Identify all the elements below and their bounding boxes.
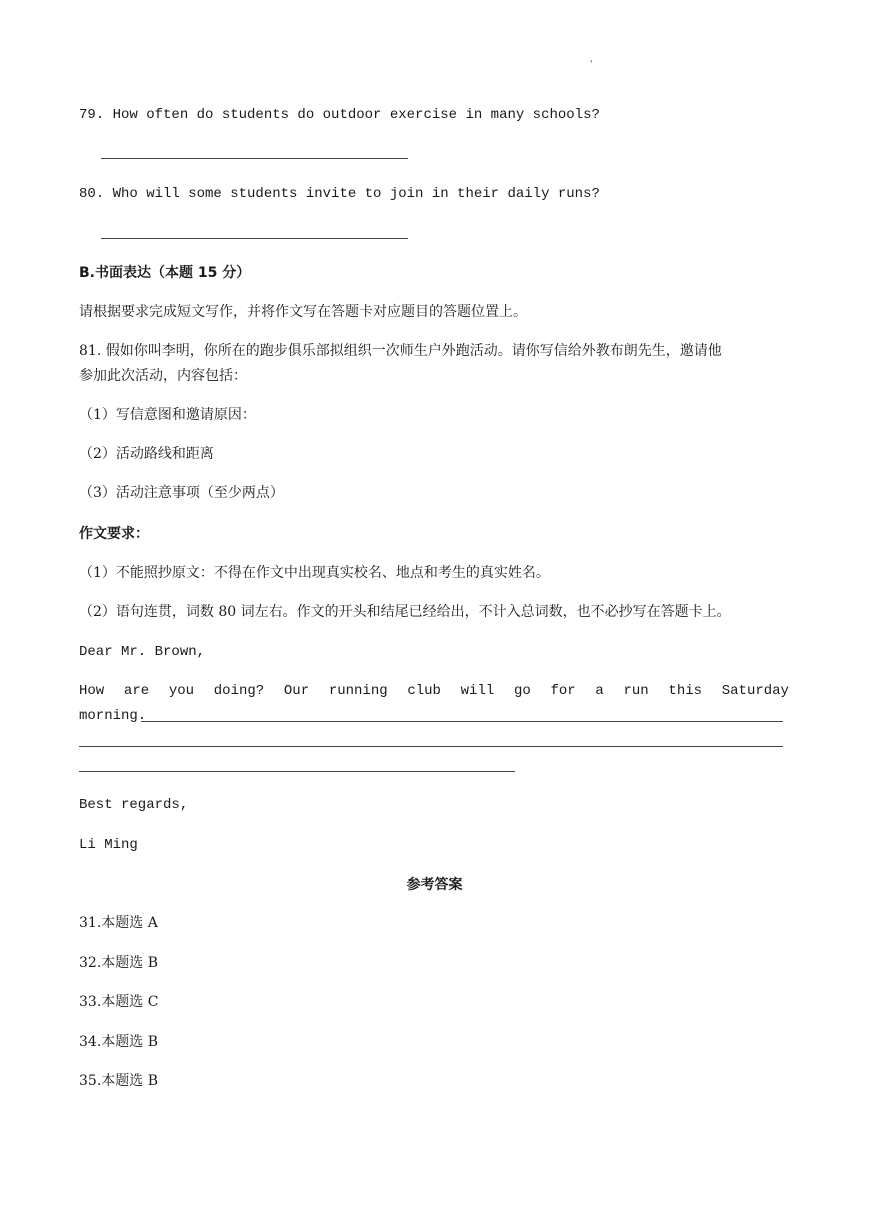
opening-word: you — [168, 683, 195, 699]
opening-word: this — [668, 683, 703, 699]
opening-word: will — [460, 683, 495, 699]
opening-word: go — [513, 683, 531, 699]
letter-opening-line — [79, 681, 789, 701]
letter-salutation: Dear Mr. Brown, — [79, 644, 206, 660]
opening-word: Saturday — [721, 683, 789, 699]
writing-line-3[interactable] — [79, 771, 515, 772]
opening-word: for — [550, 683, 576, 699]
opening-word: are — [123, 683, 150, 699]
writing-line-2[interactable] — [79, 746, 783, 747]
answers-title: 参考答案 — [406, 877, 463, 893]
opening-word: doing? — [213, 683, 265, 699]
answer-34: 34.本题选 B — [79, 1034, 159, 1050]
answer-32: 32.本题选 B — [79, 955, 159, 971]
opening-word: a — [595, 683, 604, 699]
letter-opening-line-2: morning. — [79, 708, 147, 724]
question-79: 79. How often do students do outdoor exercise in many schools? — [79, 107, 600, 123]
requirements-title: 作文要求： — [79, 526, 149, 542]
prompt-line-1: 81. 假如你叫李明，你所在的跑步俱乐部拟组织一次师生户外跑活动。请你写信给外教布朗先生，邀请他 — [79, 343, 722, 359]
header-mark: ' — [590, 60, 593, 70]
opening-word: club — [407, 683, 441, 699]
opening-word: Our — [283, 683, 310, 699]
requirement-1: （1）不能照抄原文：不得在作文中出现真实校名、地点和考生的真实姓名。 — [79, 565, 550, 581]
section-title: B.书面表达（本题 15 分） — [79, 265, 251, 281]
requirement-2: （2）语句连贯，词数 80 词左右。作文的开头和结尾已经给出，不计入总词数，也不必抄写在答题卡上。 — [79, 604, 731, 620]
content-point-2: （2）活动路线和距离 — [79, 446, 214, 462]
instruction-text: 请根据要求完成短文写作，并将作文写在答题卡对应题目的答题位置上。 — [79, 304, 527, 320]
letter-closing: Best regards, — [79, 797, 189, 813]
answer-35: 35.本题选 B — [79, 1073, 159, 1089]
answer-31: 31.本题选 A — [79, 915, 158, 931]
letter-signature: Li Ming — [79, 837, 138, 853]
answer-33: 33.本题选 C — [79, 994, 159, 1010]
opening-word: run — [623, 683, 649, 699]
answer-line-79[interactable] — [101, 158, 408, 159]
writing-line-1[interactable] — [141, 721, 783, 722]
question-80: 80. Who will some students invite to join in their daily runs? — [79, 186, 600, 202]
prompt-line-2: 参加此次活动，内容包括： — [79, 368, 247, 384]
content-point-1: （1）写信意图和邀请原因： — [79, 407, 256, 423]
opening-word: running — [328, 683, 388, 699]
opening-word: How — [79, 683, 105, 699]
content-point-3: （3）活动注意事项（至少两点） — [79, 485, 284, 501]
answer-line-80[interactable] — [101, 238, 408, 239]
